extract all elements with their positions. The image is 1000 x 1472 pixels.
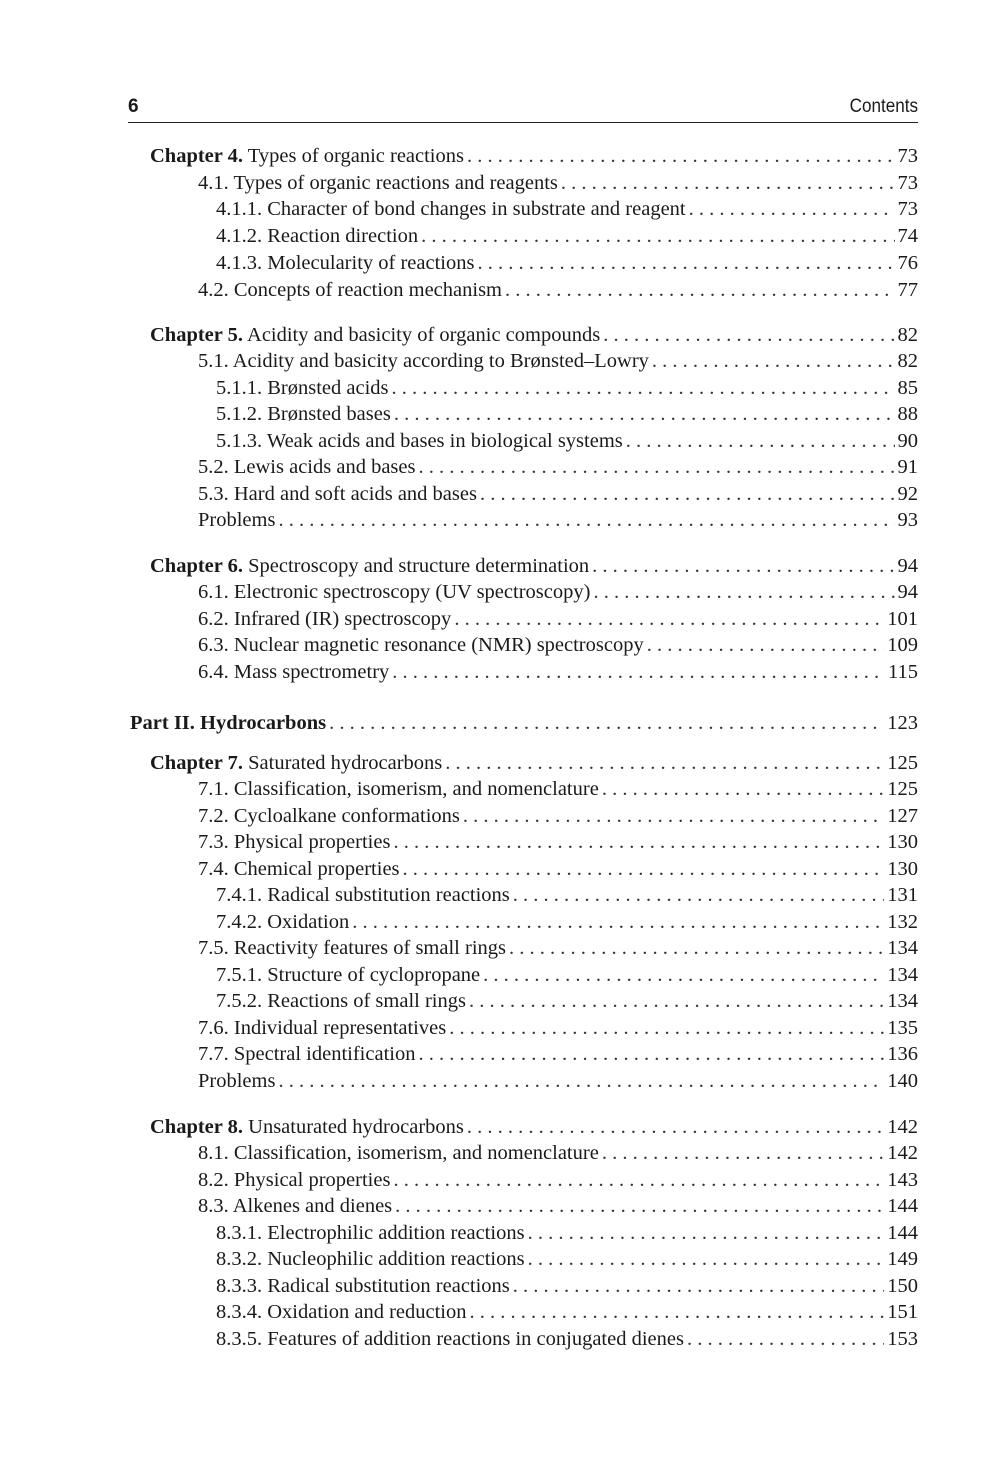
toc-page-number: 140 xyxy=(887,1070,918,1092)
toc-page-number: 151 xyxy=(887,1301,918,1323)
dot-leader xyxy=(278,509,894,532)
toc-page-number: 150 xyxy=(887,1275,918,1297)
toc-entry-text: 6.1. Electronic spectroscopy (UV spectroscopy) xyxy=(198,581,591,603)
toc-page-number: 134 xyxy=(887,964,918,986)
toc-page-number: 109 xyxy=(887,634,918,656)
toc-page-number: 123 xyxy=(887,712,918,734)
toc-page-number: 94 xyxy=(897,555,918,577)
toc-chapter-entry[interactable] xyxy=(150,145,918,172)
toc-entry-title xyxy=(216,1275,510,1298)
toc-entry-title xyxy=(198,937,506,960)
toc-entry-text: Problems xyxy=(198,1070,276,1092)
toc-page-number: 82 xyxy=(897,350,918,372)
toc-entry-bold-label: Chapter 4. xyxy=(150,145,244,167)
toc-page-number: 92 xyxy=(897,483,918,505)
dot-leader xyxy=(421,225,894,248)
toc-entry-text: 8.3.2. Nucleophilic addition reactions xyxy=(216,1248,525,1270)
toc-entry-text: 7.4.1. Radical substitution reactions xyxy=(216,884,510,906)
dot-leader xyxy=(470,1301,885,1324)
toc-entry-text: 7.1. Classification, isomerism, and nomenclature xyxy=(198,778,599,800)
toc-entry-text: 7.7. Spectral identification xyxy=(198,1043,416,1065)
dot-leader xyxy=(592,555,894,578)
toc-entry-title xyxy=(198,805,460,828)
toc-entry-text: 8.3.3. Radical substitution reactions xyxy=(216,1275,510,1297)
toc-page-number: 85 xyxy=(897,377,918,399)
toc-entry-text: 5.3. Hard and soft acids and bases xyxy=(198,483,477,505)
dot-leader xyxy=(603,324,894,347)
dot-leader xyxy=(418,1043,884,1066)
toc-page-number: 142 xyxy=(887,1142,918,1164)
dot-leader xyxy=(602,778,884,801)
dot-leader xyxy=(403,858,885,881)
dot-leader xyxy=(561,172,895,195)
toc-section-entry[interactable] xyxy=(216,252,918,279)
toc-section-entry[interactable] xyxy=(198,1070,918,1097)
toc-page-number: 73 xyxy=(897,145,918,167)
toc-entry-text: 7.6. Individual representatives xyxy=(198,1017,447,1039)
dot-leader xyxy=(647,634,885,657)
toc-page-number: 149 xyxy=(887,1248,918,1270)
toc-part-entry[interactable] xyxy=(130,712,918,739)
dot-leader xyxy=(394,403,895,426)
toc-section-entry[interactable] xyxy=(198,1017,918,1044)
toc-section-entry[interactable] xyxy=(216,430,918,457)
toc-section-entry[interactable] xyxy=(198,805,918,832)
toc-entry-text: 8.3.4. Oxidation and reduction xyxy=(216,1301,467,1323)
toc-section-entry[interactable] xyxy=(198,172,918,199)
toc-entry-title xyxy=(150,555,589,578)
toc-page-number: 130 xyxy=(887,858,918,880)
toc-section-entry[interactable] xyxy=(198,350,918,377)
dot-leader xyxy=(393,1169,884,1192)
toc-section-entry[interactable] xyxy=(216,1248,918,1275)
toc-entry-text: 8.3.5. Features of addition reactions in conjugated dienes xyxy=(216,1328,684,1350)
dot-leader xyxy=(467,145,895,168)
dot-leader xyxy=(513,884,884,907)
toc-chapter-entry[interactable] xyxy=(150,324,918,351)
dot-leader xyxy=(463,805,884,828)
toc-entry-title xyxy=(216,1222,525,1245)
toc-entry-title xyxy=(198,1017,446,1040)
toc-entry-title xyxy=(198,858,400,881)
running-header xyxy=(128,96,918,123)
toc-section-entry[interactable] xyxy=(198,937,918,964)
toc-entry-text: 7.4.2. Oxidation xyxy=(216,911,350,933)
toc-section-entry[interactable] xyxy=(198,1169,918,1196)
dot-leader xyxy=(467,1116,884,1139)
page-number: 6 xyxy=(128,96,139,117)
running-title: Contents xyxy=(849,96,918,117)
toc-entry-bold-label: Chapter 8. xyxy=(150,1116,244,1138)
dot-leader xyxy=(528,1248,885,1271)
toc-entry-title xyxy=(198,279,502,302)
toc-page-number: 134 xyxy=(887,937,918,959)
toc-entry-title xyxy=(216,403,391,426)
toc-section-entry[interactable] xyxy=(198,509,918,536)
dot-leader xyxy=(454,608,884,631)
toc-entry-title xyxy=(150,752,442,775)
toc-section-entry[interactable] xyxy=(216,990,918,1017)
toc-section-entry[interactable] xyxy=(216,198,918,225)
toc-chapter-entry[interactable] xyxy=(150,1116,918,1143)
toc-section-entry[interactable] xyxy=(198,483,918,510)
toc-page-number: 73 xyxy=(897,172,918,194)
toc-page-number: 143 xyxy=(887,1169,918,1191)
toc-section-entry[interactable] xyxy=(198,1043,918,1070)
toc-entry-title xyxy=(216,1248,525,1271)
toc-entry-text: 6.4. Mass spectrometry xyxy=(198,661,390,683)
dot-leader xyxy=(395,1195,884,1218)
toc-entry-text: 8.2. Physical properties xyxy=(198,1169,391,1191)
toc-entry-text: Saturated hydrocarbons xyxy=(243,752,443,774)
toc-entry-title xyxy=(216,430,623,453)
toc-page-number: 82 xyxy=(897,324,918,346)
toc-entry-title xyxy=(216,884,510,907)
toc-entry-text: 7.3. Physical properties xyxy=(198,831,391,853)
toc-page-number: 73 xyxy=(897,198,918,220)
toc-section-entry[interactable] xyxy=(216,403,918,430)
toc-section-entry[interactable] xyxy=(216,964,918,991)
dot-leader xyxy=(278,1070,884,1093)
toc-page-number: 127 xyxy=(887,805,918,827)
toc-entry-title xyxy=(198,634,644,657)
toc-page-number: 94 xyxy=(897,581,918,603)
toc-section-entry[interactable] xyxy=(198,1195,918,1222)
toc-entry-text: 4.1. Types of organic reactions and reagents xyxy=(198,172,558,194)
toc-section-entry[interactable] xyxy=(198,456,918,483)
toc-entry-text: 5.1.2. Brønsted bases xyxy=(216,403,391,425)
toc-page-number: 142 xyxy=(887,1116,918,1138)
toc-section-entry[interactable] xyxy=(198,1142,918,1169)
toc-entry-text: Types of organic reactions xyxy=(243,145,464,167)
toc-section-entry[interactable] xyxy=(216,911,918,938)
toc-entry-bold-label: Chapter 6. xyxy=(150,555,244,577)
toc-entry-title xyxy=(216,252,474,275)
toc-entry-text: 5.1.1. Brønsted acids xyxy=(216,377,389,399)
toc-entry-title xyxy=(130,712,326,735)
toc-entry-title xyxy=(150,324,600,347)
toc-entry-title xyxy=(150,145,464,168)
toc-page-number: 91 xyxy=(897,456,918,478)
toc-entry-title xyxy=(198,831,390,854)
toc-entry-title xyxy=(216,1301,467,1324)
toc-page-number: 136 xyxy=(887,1043,918,1065)
toc-entry-text: 6.3. Nuclear magnetic resonance (NMR) spectroscopy xyxy=(198,634,644,656)
dot-leader xyxy=(528,1222,885,1245)
toc-entry-title xyxy=(198,509,275,532)
toc-page-number: 74 xyxy=(897,225,918,247)
toc-section-entry[interactable] xyxy=(198,778,918,805)
toc-entry-text: 7.2. Cycloalkane conformations xyxy=(198,805,460,827)
toc-page-number: 76 xyxy=(897,252,918,274)
toc-entry-text: 8.3.1. Electrophilic addition reactions xyxy=(216,1222,525,1244)
dot-leader xyxy=(505,279,895,302)
toc-section-entry[interactable] xyxy=(198,608,918,635)
toc-entry-title xyxy=(198,456,415,479)
toc-section-entry[interactable] xyxy=(198,634,918,661)
toc-entry-text: 7.5. Reactivity features of small rings xyxy=(198,937,506,959)
toc-section-entry[interactable] xyxy=(198,581,918,608)
toc-entry-text: 6.2. Infrared (IR) spectroscopy xyxy=(198,608,452,630)
toc-entry-text: 5.1. Acidity and basicity according to Brønsted–Lowry xyxy=(198,350,649,372)
dot-leader xyxy=(329,712,884,735)
toc-section-entry[interactable] xyxy=(216,1328,918,1355)
dot-leader xyxy=(392,661,885,684)
toc-entry-bold-label: Chapter 5. xyxy=(150,324,244,346)
toc-entry-text: Acidity and basicity of organic compounds xyxy=(243,324,601,346)
toc-entry-text: Problems xyxy=(198,509,276,531)
dot-leader xyxy=(513,1275,884,1298)
toc-entry-text: 8.3. Alkenes and dienes xyxy=(198,1195,393,1217)
dot-leader xyxy=(352,911,884,934)
dot-leader xyxy=(593,581,894,604)
toc-entry-title xyxy=(216,911,349,934)
toc-page-number: 135 xyxy=(887,1017,918,1039)
toc-page-number: 131 xyxy=(887,884,918,906)
toc-entry-bold-label: Chapter 7. xyxy=(150,752,244,774)
toc-section-entry[interactable] xyxy=(198,279,918,306)
toc-section-entry[interactable] xyxy=(216,1222,918,1249)
toc-entry-title xyxy=(198,581,590,604)
toc-entry-title xyxy=(198,778,599,801)
toc-page-number: 88 xyxy=(897,403,918,425)
toc-entry-title xyxy=(198,1043,415,1066)
toc-section-entry[interactable] xyxy=(216,225,918,252)
toc-chapter-entry[interactable] xyxy=(150,555,918,582)
toc-page-number: 132 xyxy=(887,911,918,933)
toc-entry-title xyxy=(198,608,451,631)
toc-entry-title xyxy=(216,377,389,400)
dot-leader xyxy=(445,752,884,775)
dot-leader xyxy=(469,990,884,1013)
toc-page-number: 101 xyxy=(887,608,918,630)
toc-entry-text: Unsaturated hydrocarbons xyxy=(243,1116,464,1138)
dot-leader xyxy=(483,964,884,987)
toc-page-number: 134 xyxy=(887,990,918,1012)
toc-entry-text: 4.1.1. Character of bond changes in substrate and reagent xyxy=(216,198,686,220)
dot-leader xyxy=(449,1017,884,1040)
dot-leader xyxy=(652,350,895,373)
toc-page-number: 144 xyxy=(887,1222,918,1244)
toc-entry-text: 4.1.3. Molecularity of reactions xyxy=(216,252,475,274)
dot-leader xyxy=(687,1328,884,1351)
toc-entry-title xyxy=(198,483,477,506)
toc-entry-text: 7.5.1. Structure of cyclopropane xyxy=(216,964,481,986)
toc-entry-text: 5.2. Lewis acids and bases xyxy=(198,456,416,478)
toc-entry-title xyxy=(216,990,466,1013)
toc-entry-text: 5.1.3. Weak acids and bases in biological systems xyxy=(216,430,623,452)
toc-entry-title xyxy=(198,1070,275,1093)
toc-entry-text: 7.5.2. Reactions of small rings xyxy=(216,990,466,1012)
toc-page-number: 125 xyxy=(887,752,918,774)
toc-entry-title xyxy=(216,1328,684,1351)
toc-section-entry[interactable] xyxy=(198,831,918,858)
toc-section-entry[interactable] xyxy=(216,884,918,911)
toc-section-entry[interactable] xyxy=(198,858,918,885)
toc-entry-title xyxy=(198,350,649,373)
dot-leader xyxy=(392,377,895,400)
dot-leader xyxy=(418,456,894,479)
toc-entry-title xyxy=(198,172,558,195)
toc-chapter-entry[interactable] xyxy=(150,752,918,779)
toc-page-number: 144 xyxy=(887,1195,918,1217)
dot-leader xyxy=(626,430,895,453)
dot-leader xyxy=(602,1142,884,1165)
toc-page-number: 90 xyxy=(897,430,918,452)
toc-entry-title xyxy=(198,1195,392,1218)
toc-page-number: 125 xyxy=(887,778,918,800)
dot-leader xyxy=(480,483,895,506)
dot-leader xyxy=(689,198,895,221)
toc-section-entry[interactable] xyxy=(216,377,918,404)
toc-entry-bold-label: Part II. Hydrocarbons xyxy=(130,712,327,734)
toc-section-entry[interactable] xyxy=(198,661,918,688)
dot-leader xyxy=(509,937,884,960)
toc-section-entry[interactable] xyxy=(216,1301,918,1328)
toc-entry-title xyxy=(198,1169,390,1192)
toc-entry-title xyxy=(216,198,686,221)
toc-entry-text: 8.1. Classification, isomerism, and nomenclature xyxy=(198,1142,599,1164)
toc-entry-text: 7.4. Chemical properties xyxy=(198,858,400,880)
dot-leader xyxy=(477,252,894,275)
toc-page-number: 93 xyxy=(897,509,918,531)
toc-entry-text: Spectroscopy and structure determination xyxy=(243,555,590,577)
toc-entry-text: 4.2. Concepts of reaction mechanism xyxy=(198,279,502,301)
toc-entry-title xyxy=(198,661,389,684)
toc-entry-title xyxy=(150,1116,464,1139)
toc-page-number: 130 xyxy=(887,831,918,853)
toc-entry-title xyxy=(198,1142,599,1165)
toc-page-number: 77 xyxy=(897,279,918,301)
toc-section-entry[interactable] xyxy=(216,1275,918,1302)
toc-entry-title xyxy=(216,964,480,987)
dot-leader xyxy=(393,831,884,854)
toc-entry-title xyxy=(216,225,418,248)
toc-page-number: 115 xyxy=(888,661,918,683)
toc-entry-text: 4.1.2. Reaction direction xyxy=(216,225,419,247)
toc-page-number: 153 xyxy=(887,1328,918,1350)
